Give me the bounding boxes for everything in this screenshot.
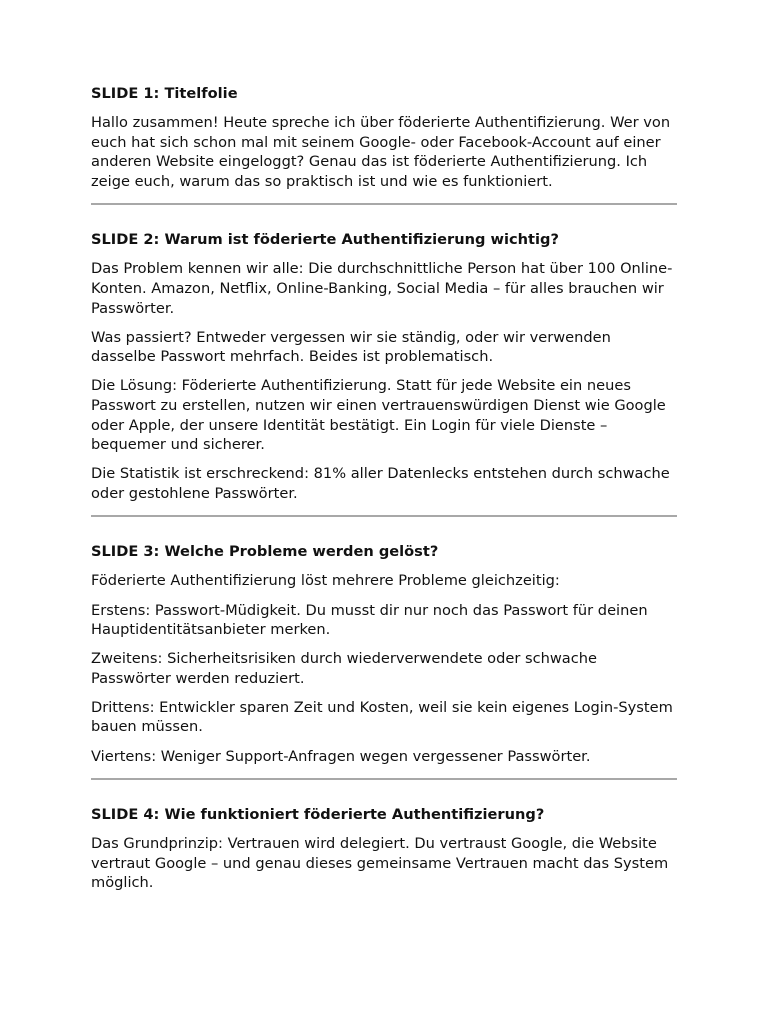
paragraph: Die Lösung: Föderierte Authentifizierung. Statt für jede Website ein neues Passwort zu erstellen, nutzen wir einen vertrauenswürdigen Dienst wie Google oder Apple, der unsere Identität bestätigt. Ein Login für viele Dienste – bequemer und sicherer.	[91, 377, 666, 454]
paragraph: Drittens: Entwickler sparen Zeit und Kosten, weil sie kein eigenes Login-System bauen müssen.	[91, 698, 673, 736]
paragraph: Das Problem kennen wir alle: Die durchschnittliche Person hat über 100 Online-Konten. Amazon, Netflix, Online-Banking, Social Media – für alles brauchen wir Passwörter.	[91, 260, 673, 317]
slide-title: SLIDE 1: Titelfolie	[91, 85, 238, 102]
section-divider	[91, 778, 677, 780]
slide-section-3	[91, 542, 677, 766]
paragraph: Föderierte Authentifizierung löst mehrere Probleme gleichzeitig:	[91, 572, 560, 590]
section-divider	[91, 515, 677, 517]
section-divider	[91, 203, 677, 205]
paragraph: Viertens: Weniger Support-Anfragen wegen vergessener Passwörter.	[91, 747, 591, 765]
paragraph: Erstens: Passwort-Müdigkeit. Du musst dir nur noch das Passwort für deinen Hauptidentitätsanbieter merken.	[91, 601, 648, 639]
paragraph: Das Grundprinzip: Vertrauen wird delegiert. Du vertraust Google, die Website vertraut Google – und genau dieses gemeinsame Vertrauen macht das System möglich.	[91, 835, 669, 892]
slide-section-1	[91, 84, 677, 191]
slide-title: SLIDE 4: Wie funktioniert föderierte Authentifizierung?	[91, 806, 545, 824]
paragraph: Hallo zusammen! Heute spreche ich über föderierte Authentifizierung. Wer von euch hat sich schon mal mit seinem Google- oder Facebook-Account auf einer anderen Website eingeloggt? Genau das ist föderierte Authentifizierung. Ich zeige euch, warum das so praktisch ist und wie es funktioniert.	[91, 114, 671, 190]
slide-title: SLIDE 2: Warum ist föderierte Authentifizierung wichtig?	[91, 231, 559, 249]
paragraph: Was passiert? Entweder vergessen wir sie ständig, oder wir verwenden dasselbe Passwort mehrfach. Beides ist problematisch.	[91, 328, 611, 366]
paragraph: Die Statistik ist erschreckend: 81% aller Datenlecks entstehen durch schwache oder gestohlene Passwörter.	[91, 465, 670, 502]
slide-section-4	[91, 805, 677, 893]
paragraph: Zweitens: Sicherheitsrisiken durch wiederverwendete oder schwache Passwörter werden reduziert.	[91, 650, 597, 687]
slide-title: SLIDE 3: Welche Probleme werden gelöst?	[91, 543, 439, 561]
slide-section-2	[91, 230, 677, 503]
